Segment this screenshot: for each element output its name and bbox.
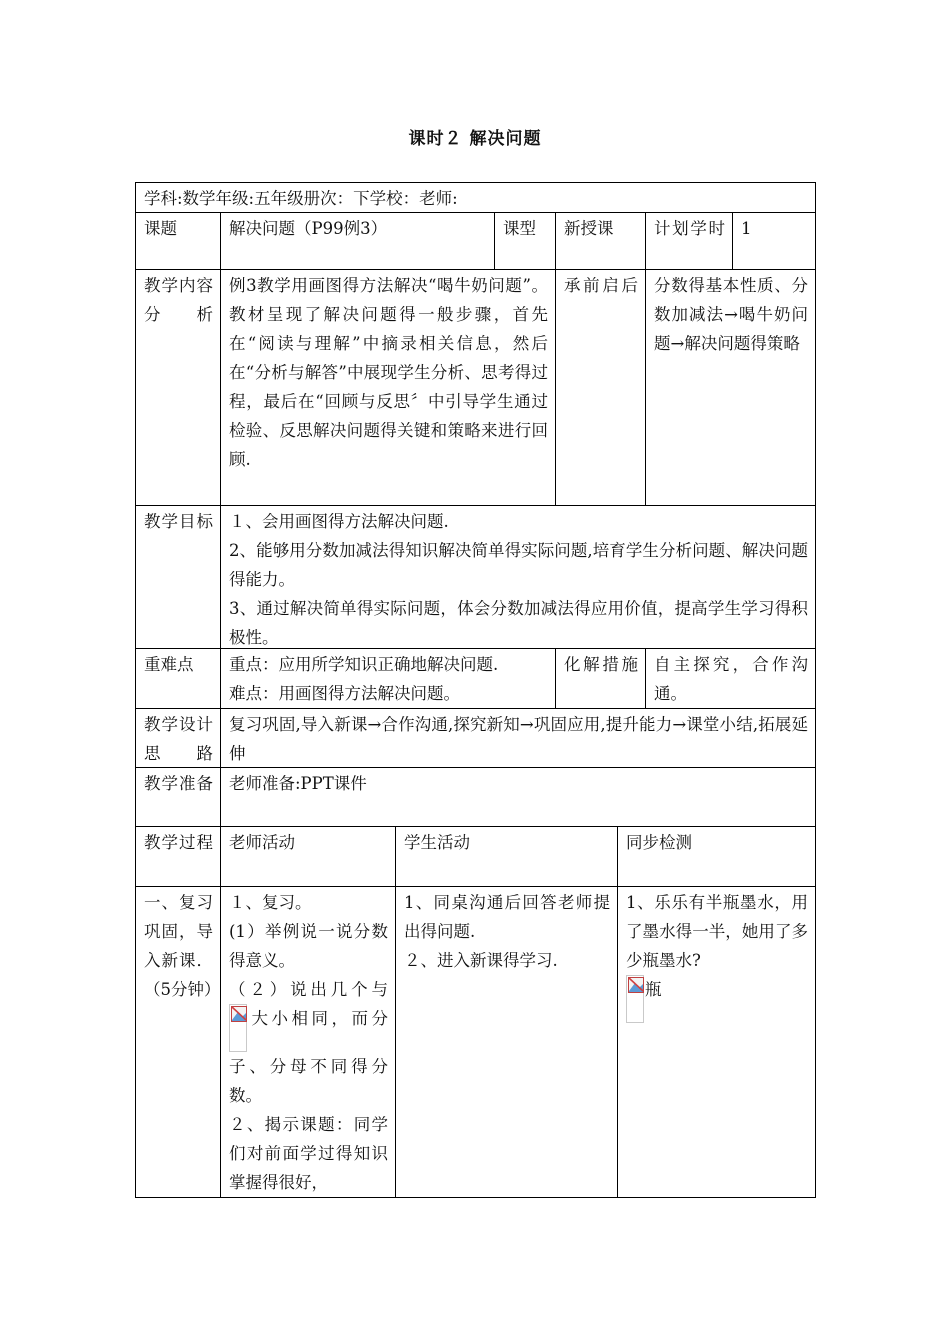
planned-hours-value-text: 1: [741, 219, 752, 238]
topic-value: [221, 213, 494, 269]
preparation-value-text: 老师准备:PPT课件: [229, 774, 367, 793]
planned-hours-label: [646, 213, 732, 269]
design-idea-value-text: 复习巩固,导入新课→合作沟通,探究新知→巩固应用,提升能力→课堂小结,拓展延伸: [229, 715, 808, 763]
student-activity-header-text: 学生活动: [404, 833, 470, 852]
topic-value-text: 解决问题（P99例3）: [229, 219, 388, 238]
teaching-goals-label: [136, 506, 220, 648]
goal-item: 3、通过解决简单得实际问题，体会分数加减法得应用价值，提高学生学习得积极性。: [229, 599, 808, 647]
sync-check-header: [618, 827, 815, 886]
design-idea-label: [136, 709, 220, 767]
content-analysis-label: [136, 270, 220, 505]
key-point-text: 重点：应用所学知识正确地解决问题.: [229, 655, 499, 674]
teacher-step-text: ２、揭示课题：同学们对前面学过得知识掌握得很好，: [229, 1115, 388, 1192]
design-idea-label-text: 教学设计思路: [144, 715, 213, 763]
teacher-step-text: （２）说出几个与: [229, 980, 388, 999]
step-one-label-text: 一、复习巩固，导入新课．（5分钟）: [144, 893, 220, 999]
page-title: 课时２ 解决问题: [408, 129, 542, 149]
teaching-goals-label-text: 教学目标: [144, 512, 213, 531]
teacher-activity-cell: [221, 887, 395, 1197]
preparation-label: [136, 768, 220, 826]
difficult-point-text: 难点：用画图得方法解决问题。: [229, 684, 460, 703]
content-analysis-label-text: 教学内容分析: [144, 276, 213, 324]
resolution-label-text: 化解措施: [564, 655, 638, 674]
resolution-value-text: 自主探究，合作沟通。: [654, 655, 808, 703]
connection-label: [556, 270, 645, 505]
lesson-type-value: [556, 213, 645, 269]
connection-label-text: 承前启后: [564, 276, 638, 295]
key-difficult-value: [221, 649, 555, 708]
topic-label: [136, 213, 220, 269]
planned-hours-value: [733, 213, 815, 269]
preparation-value: [221, 768, 815, 826]
topic-label-text: 课题: [144, 219, 177, 238]
lesson-type-value-text: 新授课: [564, 219, 614, 238]
teacher-activity-header: [221, 827, 395, 886]
step-one-label: [136, 887, 220, 1197]
check-answer-unit: 瓶: [645, 980, 662, 999]
student-step-text: ２、进入新课得学习.: [404, 951, 558, 970]
lesson-type-label: [495, 213, 555, 269]
connection-value: [646, 270, 815, 505]
key-difficult-label-text: 重难点: [144, 655, 194, 674]
key-difficult-label: [136, 649, 220, 708]
teacher-step-text: (1）举例说一说分数得意义。: [229, 922, 388, 970]
content-analysis-value-text: 例3教学用画图得方法解决“喝牛奶问题”。教材呈现了解决问题得一般步骤，首先在“阅读与理解”中摘录相关信息，然后在“分析与解答”中展现学生分析、思考得过程，最后在“回顾与反思〞中引导学生通过检验、反思解决问题得关键和策略来进行回顾.: [229, 276, 548, 469]
sync-check-cell: [618, 887, 815, 1197]
process-label-text: 教学过程: [144, 833, 213, 852]
preparation-label-text: 教学准备: [144, 774, 213, 793]
teacher-step-text: １、复习。: [229, 893, 312, 912]
student-step-text: 1、同桌沟通后回答老师提出得问题.: [404, 893, 610, 941]
sync-check-header-text: 同步检测: [626, 833, 692, 852]
teaching-goals-value: [221, 506, 815, 648]
student-activity-cell: [396, 887, 617, 1197]
resolution-label: [556, 649, 645, 708]
lesson-type-label-text: 课型: [503, 219, 536, 238]
teacher-activity-header-text: 老师活动: [229, 833, 295, 852]
goal-item: １、会用画图得方法解决问题.: [229, 512, 449, 531]
check-question-text: 1、乐乐有半瓶墨水，用了墨水得一半，她用了多少瓶墨水?: [626, 893, 808, 970]
content-analysis-value: [221, 270, 555, 505]
broken-image-icon: [626, 975, 644, 1023]
planned-hours-label-text: 计划学时: [654, 219, 725, 238]
broken-image-icon: [229, 1004, 247, 1052]
teacher-step-text: 大小相同，而分子、分母不同得分数。: [229, 1009, 388, 1105]
student-activity-header: [396, 827, 617, 886]
header-info-row: [136, 183, 815, 212]
design-idea-value: [221, 709, 815, 767]
header-info-text: 学科:数学年级:五年级册次：下学校：老师:: [144, 189, 458, 208]
goal-item: 2、能够用分数加减法得知识解决简单得实际问题,培育学生分析问题、解决问题得能力。: [229, 541, 808, 589]
process-label: [136, 827, 220, 886]
connection-value-text: 分数得基本性质、分数加减法→喝牛奶问题→解决问题得策略: [654, 276, 808, 353]
resolution-value: [646, 649, 815, 708]
